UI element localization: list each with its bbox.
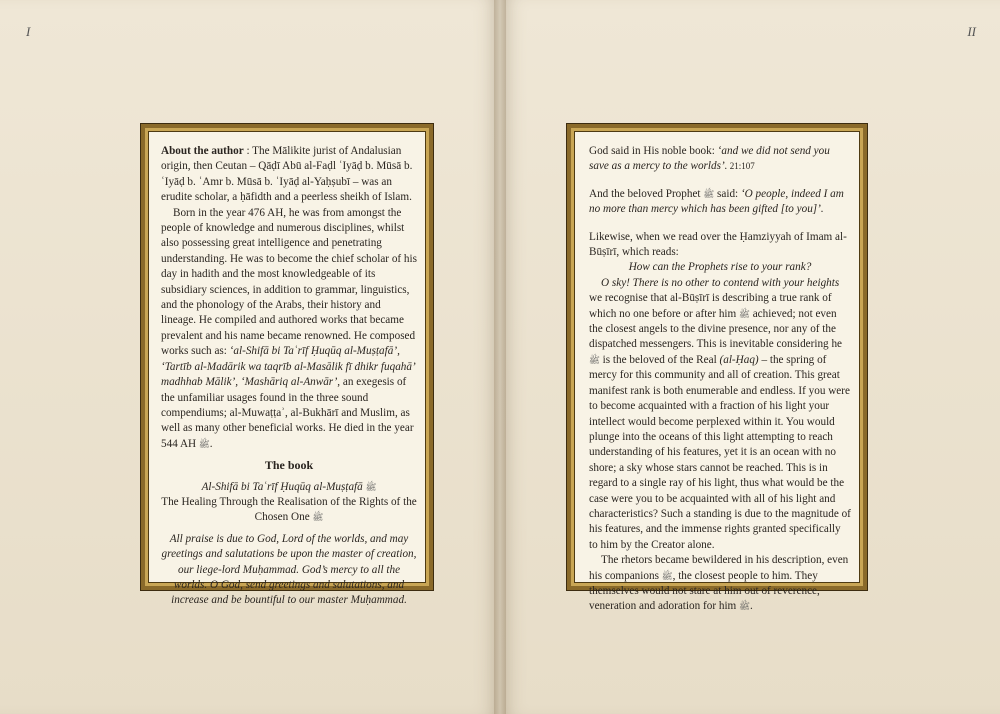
honorific-icon: ﷺ [661, 570, 673, 581]
honorific-icon: ﷺ [703, 188, 715, 199]
p4-d: – the spring of mercy for this community and all of creation. This great manifest rank is both enumerable and endless. If you were to become acquainted with a fraction of his light your intellect would become perplexed within it. You would plunge into the oceans of this light attempting to reach understanding of his features, yet it is an ocean with no shore; a sky whose stars cannot be reached. This is in regard to a single ray of his light, thus what would be the case were you to be acquainted with all of his light and characteristics? Such a standing is due to the magnitude of his features, and the immense rights granted specifically to him by the Creator alone. [589, 353, 851, 551]
book-gutter [494, 0, 506, 714]
p2-start: And the beloved Prophet [589, 187, 704, 200]
author-paragraph [161, 144, 417, 206]
book-heading: The book [264, 458, 314, 473]
rank-paragraph [589, 291, 851, 553]
p4-a: we recognise that al-Būṣīrī is describing a true rank of which no one before or after him [589, 292, 832, 320]
right-text-frame [567, 124, 867, 613]
praise-text: All praise is due to God, Lord of the worlds, and may greetings and salutations be upon the master of creation, our liege-lord Muḥammad. God’s mercy to all the worlds. O God, send greetings and salutations, and increase and be bountiful to our master Muḥammad. [161, 532, 417, 607]
left-page-number: I [26, 24, 31, 39]
honorific-icon: ﷺ [365, 481, 377, 492]
verse-line-1: How can the Prophets rise to your rank? [628, 261, 812, 274]
left-text-block [161, 144, 417, 609]
right-text-block [589, 144, 851, 615]
quran-quote-paragraph [589, 144, 851, 175]
p5-end: . [749, 600, 753, 613]
verse-line-2: O sky! There is no other to contend with your heights [601, 276, 840, 289]
verse-reference: 21:107 [727, 161, 755, 172]
bio-end: , an exegesis of the unfamiliar usages found in the three sound compendiums; al-Muwaṭṭaʾ, al-Bukhārī and Muslim, as well as many other beneficial works. He died in the year 544 AH [161, 376, 414, 450]
hamziyyah-intro: Likewise, when we read over the Ḥamziyyah of Imam al-Būṣīrī, which reads: [589, 230, 847, 259]
book-title-arabic: Al-Shifā bi Taʿrīf Ḥuqūq al-Muṣṭafā [201, 480, 363, 493]
author-label: About the author [161, 145, 244, 157]
honorific-icon: ﷺ [312, 512, 324, 523]
p4-c: is the beloved of the Real [599, 353, 720, 366]
p5-a: The rhetors became bewildered in his description, even his companions [589, 554, 849, 582]
p1-start: God said in His noble book: [589, 145, 718, 157]
p4-b: achieved; not even the closest angels to the divine presence, nor any of the dispatched messengers. This is inevitable considering he [589, 307, 843, 351]
p2-mid: said: [714, 187, 741, 200]
p5-b: , the closest people to him. They themselves would not stare at him out of reverence, veneration and adoration for him [589, 569, 820, 613]
quran-quote: ‘and we did not send you save as a mercy to the worlds’. [589, 145, 830, 173]
right-page-number: II [967, 24, 976, 39]
author-bio: Born in the year 476 AH, he was from amongst the people of knowledge and numerous disciplines, whilst also possessing great intelligence and penetrating understanding. He was to become the chief scholar of his day in hadith and the most knowledgeable of its subsidiary sciences, in addition to grammar, linguistics, and the phonology of the Arabs, their history and lineage. He compiled and authored works that became prevalent and his name became renowned. He composed works such as: ‘al-Shifā bi Taʿrīf Ḥuqūq al-Muṣṭafā’, ‘Tartīb al-Madārik wa taqrīb al-Masālik fī dhikr fuqahā’ madhhab Mālik’, ‘Mashāriq al-Anwār’, an exegesis of the unfamiliar usages found in the three sound compendiums; al-Muwaṭṭaʾ, al-Bukhārī and Muslim, as well as many other beneficial works. He died in the year 544 AH ﷺ. [161, 206, 417, 450]
honorific-icon: ﷺ [739, 308, 750, 319]
rhetors-paragraph [589, 553, 851, 615]
honorific-icon: ﷺ [198, 438, 210, 449]
hadith-paragraph [589, 187, 851, 218]
bio-start: Born in the year 476 AH, he was from amongst the people of knowledge and numerous disciplines, whilst also possessing great intelligence and penetrating understanding. He was to become the chief scholar of his day in hadith and the most knowledgeable of its subsidiary sciences, in addition to grammar, linguistics, and the phonology of the Arabs, their history and lineage. He compiled and authored works that became prevalent and his name became renowned. He composed works such as: [161, 206, 417, 358]
works-titles: ‘al-Shifā bi Taʿrīf Ḥuqūq al-Muṣṭafā’, ‘Tartīb al-Madārik wa taqrīb al-Masālik fī dhikr fuqahā’ madhhab Mālik’, ‘Mashāriq al-Anwār’ [161, 345, 415, 389]
author-intro: : The Mālikite jurist of Andalusian origin, then Ceutan – Qāḍī Abū al-Faḍl ʿIyāḍ b. Mūsā b. ʿIyāḍ b. ʿAmr b. Mūsā b. ʿIyāḍ al-Yaḥṣubī – was an erudite scholar, a ḥāfidth and a peerless sheikh of Islam. [161, 145, 413, 204]
book-title [161, 480, 417, 526]
al-haq: (al-Ḥaq) [719, 353, 759, 366]
honorific-icon: ﷺ [589, 354, 600, 365]
book-title-english: The Healing Through the Realisation of the Rights of the Chosen One [161, 495, 417, 524]
honorific-icon: ﷺ [739, 601, 750, 612]
left-text-frame [141, 124, 433, 607]
hadith-quote: ‘O people, indeed I am no more than mercy which has been gifted [to you]’. [589, 187, 844, 216]
